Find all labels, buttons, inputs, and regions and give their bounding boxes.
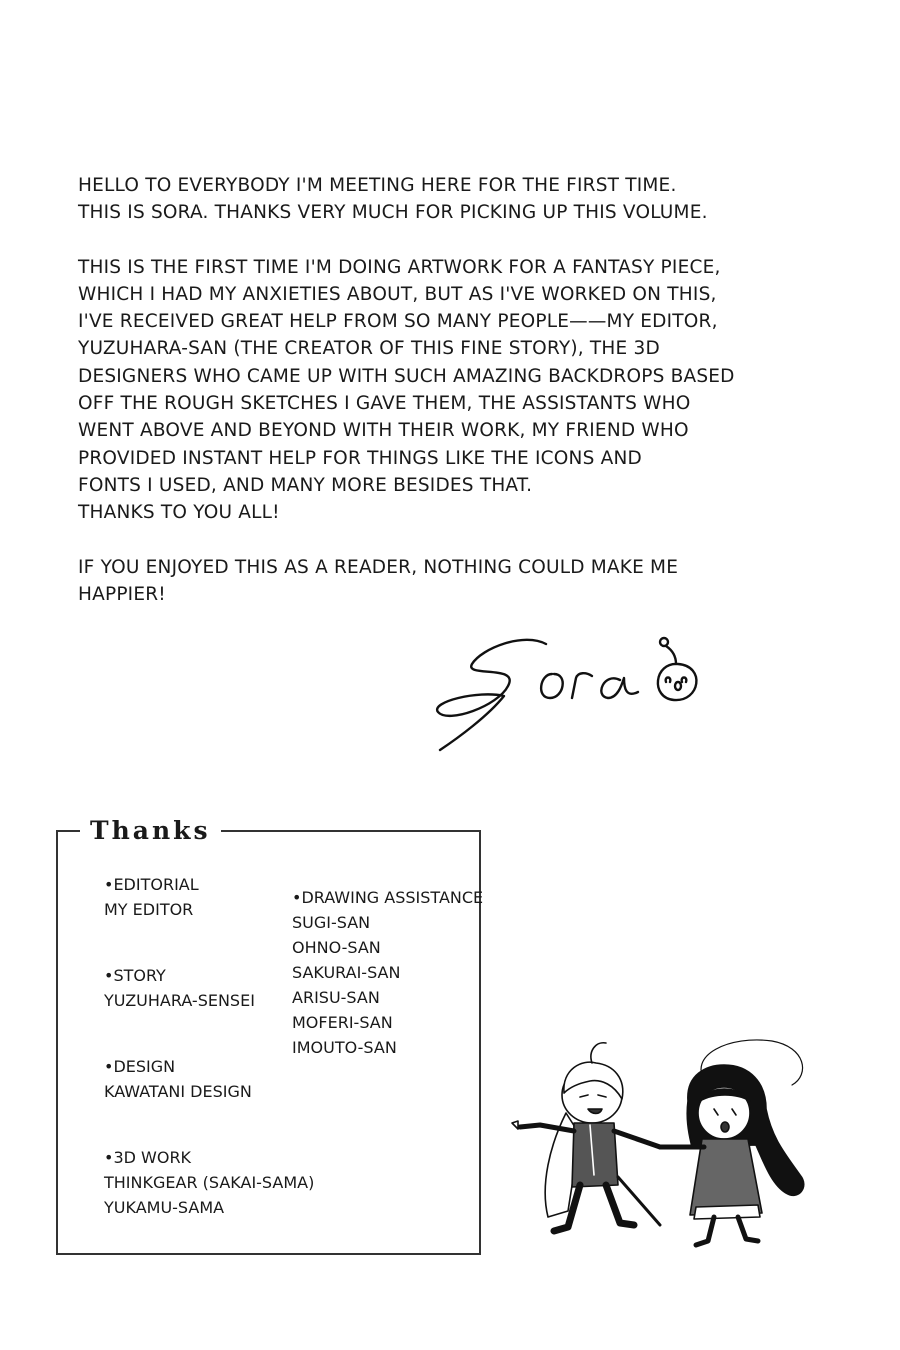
credit-drawing-assistance bbox=[292, 885, 483, 1060]
thanks-credits-box bbox=[56, 816, 484, 1255]
chibi-boy bbox=[512, 1043, 660, 1231]
credit-heading: •3D WORK bbox=[104, 1148, 192, 1167]
text-line: THIS IS SORA. THANKS VERY MUCH FOR PICKING UP THIS VOLUME. bbox=[78, 202, 708, 224]
text-line: THANKS TO YOU ALL! bbox=[78, 502, 280, 524]
credit-name: MOFERI-SAN bbox=[292, 1013, 393, 1032]
thanks-title: Thanks bbox=[80, 816, 221, 846]
credit-name: MY EDITOR bbox=[104, 900, 194, 919]
text-line: THIS IS THE FIRST TIME I'M DOING ARTWORK FOR A FANTASY PIECE, bbox=[78, 256, 721, 278]
afterword-text bbox=[78, 172, 798, 635]
chibi-girl bbox=[660, 1040, 804, 1245]
credit-name: YUKAMU-SAMA bbox=[104, 1198, 225, 1217]
sora-signature bbox=[428, 620, 728, 760]
credit-heading: •DRAWING ASSISTANCE bbox=[292, 888, 484, 907]
credit-name: SAKURAI-SAN bbox=[292, 963, 401, 982]
text-line: WENT ABOVE AND BEYOND WITH THEIR WORK, MY FRIEND WHO bbox=[78, 420, 689, 442]
credit-heading: •STORY bbox=[104, 966, 166, 985]
credit-name: ARISU-SAN bbox=[292, 988, 380, 1007]
text-line: FONTS I USED, AND MANY MORE BESIDES THAT. bbox=[78, 474, 533, 496]
text-line: IF YOU ENJOYED THIS AS A READER, NOTHING COULD MAKE ME bbox=[78, 556, 679, 578]
text-line: PROVIDED INSTANT HELP FOR THINGS LIKE THE ICONS AND bbox=[78, 447, 642, 469]
credit-story bbox=[104, 963, 255, 1013]
paragraph-closing bbox=[78, 554, 798, 609]
text-line: I'VE RECEIVED GREAT HELP FROM SO MANY PEOPLE——MY EDITOR, bbox=[78, 311, 718, 333]
credit-name: YUZUHARA-SENSEI bbox=[104, 991, 255, 1010]
paragraph-greeting bbox=[78, 172, 798, 227]
text-line: HELLO TO EVERYBODY I'M MEETING HERE FOR THE FIRST TIME. bbox=[78, 175, 677, 196]
credit-name: IMOUTO-SAN bbox=[292, 1038, 397, 1057]
chibi-characters-illustration bbox=[510, 1035, 830, 1250]
text-line: HAPPIER! bbox=[78, 583, 166, 605]
paragraph-gratitude bbox=[78, 254, 798, 527]
credit-name: KAWATANI DESIGN bbox=[104, 1082, 252, 1101]
credit-editorial bbox=[104, 872, 199, 922]
credit-name: SUGI-SAN bbox=[292, 913, 371, 932]
text-line: YUZUHARA-SAN (THE CREATOR OF THIS FINE STORY), THE 3D bbox=[78, 338, 660, 360]
credit-heading: •DESIGN bbox=[104, 1057, 176, 1076]
text-line: OFF THE ROUGH SKETCHES I GAVE THEM, THE ASSISTANTS WHO bbox=[78, 393, 691, 415]
credit-name: THINKGEAR (SAKAI-SAMA) bbox=[104, 1173, 315, 1192]
text-line: DESIGNERS WHO CAME UP WITH SUCH AMAZING BACKDROPS BASED bbox=[78, 365, 735, 387]
credit-3d-work bbox=[104, 1145, 314, 1220]
credit-design bbox=[104, 1054, 252, 1104]
credit-name: OHNO-SAN bbox=[292, 938, 381, 957]
credit-heading: •EDITORIAL bbox=[104, 875, 199, 894]
text-line: WHICH I HAD MY ANXIETIES ABOUT, BUT AS I'VE WORKED ON THIS, bbox=[78, 283, 717, 305]
